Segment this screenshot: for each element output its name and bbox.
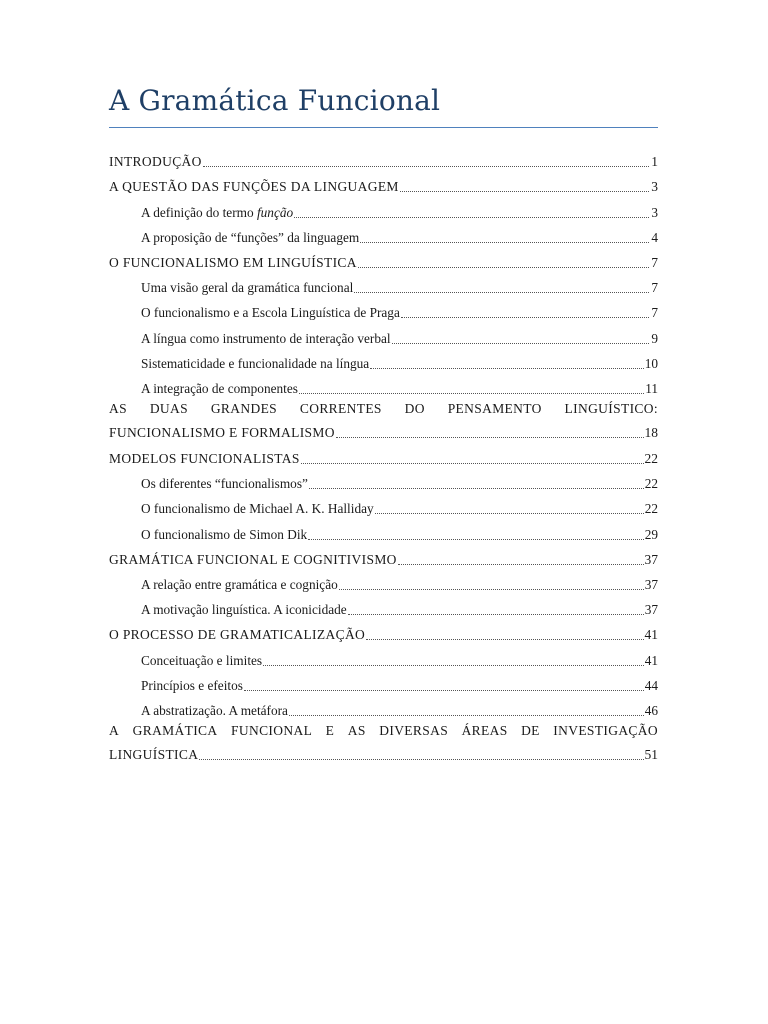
toc-leader <box>203 166 649 167</box>
toc-entry-visao-geral[interactable] <box>109 271 658 296</box>
toc-label-italic: função <box>256 204 294 220</box>
toc-label: INTRODUÇÃO <box>109 154 202 170</box>
toc-entry-lingua-instrumento[interactable] <box>109 321 658 346</box>
toc-label: LINGUÍSTICA <box>109 746 199 762</box>
toc-word: CORRENTES <box>299 400 382 416</box>
toc-leader <box>392 343 649 344</box>
toc-page-number: 3 <box>651 179 658 195</box>
toc-entry-halliday[interactable] <box>109 492 658 517</box>
toc-page-number: 22 <box>644 451 658 467</box>
toc-label: Uma visão geral da gramática funcional <box>141 280 354 296</box>
toc-word: DE <box>521 722 540 738</box>
toc-leader <box>294 217 649 218</box>
toc-label: A QUESTÃO DAS FUNÇÕES DA LINGUAGEM <box>109 179 399 195</box>
toc-page-number: 51 <box>644 746 658 762</box>
toc-leader <box>375 513 644 514</box>
toc-page-number: 41 <box>644 652 658 668</box>
toc-page-number: 9 <box>651 330 658 346</box>
toc-entry-modelos-funcionalistas[interactable] <box>109 442 658 467</box>
toc-leader <box>289 715 644 716</box>
toc-page-number: 41 <box>644 627 658 643</box>
toc-label: O funcionalismo e a Escola Linguística de Praga <box>141 305 400 321</box>
toc-label: Os diferentes “funcionalismos” <box>141 476 308 492</box>
toc-word: DIVERSAS <box>379 722 449 738</box>
toc-page-number: 18 <box>644 424 658 440</box>
toc-label: O funcionalismo de Michael A. K. Halliday <box>141 501 374 517</box>
toc-leader <box>366 639 643 640</box>
toc-label: Conceituação e limites <box>141 652 263 668</box>
toc-label: O PROCESSO DE GRAMATICALIZAÇÃO <box>109 627 366 643</box>
toc-entry-questao-funcoes[interactable] <box>109 170 658 195</box>
toc-leader <box>308 539 644 540</box>
toc-entry-cognitivismo[interactable] <box>109 543 658 568</box>
toc-word: ÁREAS <box>461 722 508 738</box>
toc-entry-gramatica-cognicao[interactable] <box>109 568 658 593</box>
toc-label-line2 <box>109 419 658 441</box>
toc-leader <box>244 690 644 691</box>
toc-word: DUAS <box>149 400 188 416</box>
toc-label: A integração de componentes <box>141 380 298 396</box>
toc-label: GRAMÁTICA FUNCIONAL E COGNITIVISMO <box>109 551 397 567</box>
toc-page-number: 29 <box>644 526 658 542</box>
toc-page-number: 22 <box>644 501 658 517</box>
toc-leader <box>398 564 644 565</box>
toc-label <box>141 204 293 221</box>
toc-page-number: 3 <box>651 204 658 220</box>
toc-leader <box>358 267 649 268</box>
toc-entry-principios-efeitos[interactable] <box>109 669 658 694</box>
toc-entry-abstratizacao[interactable] <box>109 694 658 719</box>
toc-entry-duas-correntes[interactable] <box>109 397 658 442</box>
toc-label: A motivação linguística. A iconicidade <box>141 602 347 618</box>
toc-page-number: 11 <box>645 380 658 396</box>
toc-leader <box>348 614 644 615</box>
toc-label: A relação entre gramática e cognição <box>141 577 338 592</box>
toc-entry-proposicao-funcoes[interactable] <box>109 221 658 246</box>
toc-entry-definicao-termo[interactable] <box>109 195 658 220</box>
toc-page-number: 4 <box>651 229 658 245</box>
toc-entry-areas-investigacao[interactable] <box>109 719 658 764</box>
toc-entry-conceituacao[interactable] <box>109 643 658 668</box>
toc-entry-motivacao-iconicidade[interactable] <box>109 593 658 618</box>
toc-leader <box>360 242 649 243</box>
toc-entry-simon-dik[interactable] <box>109 517 658 542</box>
toc-page-number: 37 <box>644 602 658 618</box>
toc-word: AS <box>109 400 127 416</box>
toc-leader <box>339 589 644 590</box>
toc-label: MODELOS FUNCIONALISTAS <box>109 451 300 467</box>
toc-label: Princípios e efeitos <box>141 677 243 693</box>
toc-leader <box>309 488 644 489</box>
toc-page-number: 44 <box>644 677 658 693</box>
toc-entry-integracao-componentes[interactable] <box>109 372 658 397</box>
toc-page-number: 37 <box>644 577 658 592</box>
toc-label: A proposição de “funções” da linguagem <box>141 229 360 245</box>
toc-page-number: 10 <box>644 355 658 371</box>
toc-word: FUNCIONAL <box>231 722 313 738</box>
toc-word: PENSAMENTO <box>447 400 542 416</box>
toc-leader <box>199 759 643 760</box>
toc-label-text: A definição do termo <box>141 204 257 220</box>
toc-leader <box>263 665 644 666</box>
toc-label: FUNCIONALISMO E FORMALISMO <box>109 424 335 440</box>
toc-entry-introducao[interactable] <box>109 145 658 170</box>
table-of-contents <box>109 145 658 764</box>
toc-page-number: 37 <box>644 551 658 567</box>
toc-entry-gramaticalizacao[interactable] <box>109 618 658 643</box>
toc-leader <box>301 463 644 464</box>
toc-page-number: 46 <box>644 702 658 718</box>
toc-leader <box>400 191 649 192</box>
toc-word: INVESTIGAÇÃO <box>553 722 658 738</box>
title-rule <box>109 127 658 128</box>
toc-label: A língua como instrumento de interação verbal <box>141 330 391 346</box>
toc-page-number: 1 <box>651 154 658 170</box>
toc-label: O funcionalismo de Simon Dik <box>141 526 308 542</box>
toc-entry-funcionalismo-linguistica[interactable] <box>109 246 658 271</box>
toc-page-number: 7 <box>651 280 658 296</box>
toc-leader <box>401 317 649 318</box>
toc-entry-sistematicidade[interactable] <box>109 347 658 372</box>
toc-page-number: 22 <box>644 476 658 492</box>
toc-word: A <box>109 722 120 738</box>
toc-page-number: 7 <box>651 305 658 321</box>
toc-leader <box>336 437 644 438</box>
toc-leader <box>370 368 644 369</box>
toc-leader <box>299 393 644 394</box>
toc-entry-escola-praga[interactable] <box>109 296 658 321</box>
toc-word: E <box>325 722 335 738</box>
document-title: A Gramática Funcional <box>109 84 441 117</box>
toc-label-line2 <box>109 741 658 763</box>
toc-word: GRANDES <box>210 400 278 416</box>
toc-label-line1 <box>109 719 658 741</box>
toc-label: A abstratização. A metáfora <box>141 702 288 718</box>
toc-label-line1 <box>109 397 658 419</box>
toc-label: O FUNCIONALISMO EM LINGUÍSTICA <box>109 254 357 270</box>
toc-word: GRAMÁTICA <box>132 722 218 738</box>
toc-entry-diferentes-funcionalismos[interactable] <box>109 467 658 492</box>
toc-leader <box>354 292 649 293</box>
toc-page-number: 7 <box>651 254 658 270</box>
toc-label: Sistematicidade e funcionalidade na língua <box>141 355 370 371</box>
toc-word: DO <box>404 400 425 416</box>
toc-word: LINGUÍSTICO: <box>564 400 658 416</box>
toc-word: AS <box>347 722 366 738</box>
